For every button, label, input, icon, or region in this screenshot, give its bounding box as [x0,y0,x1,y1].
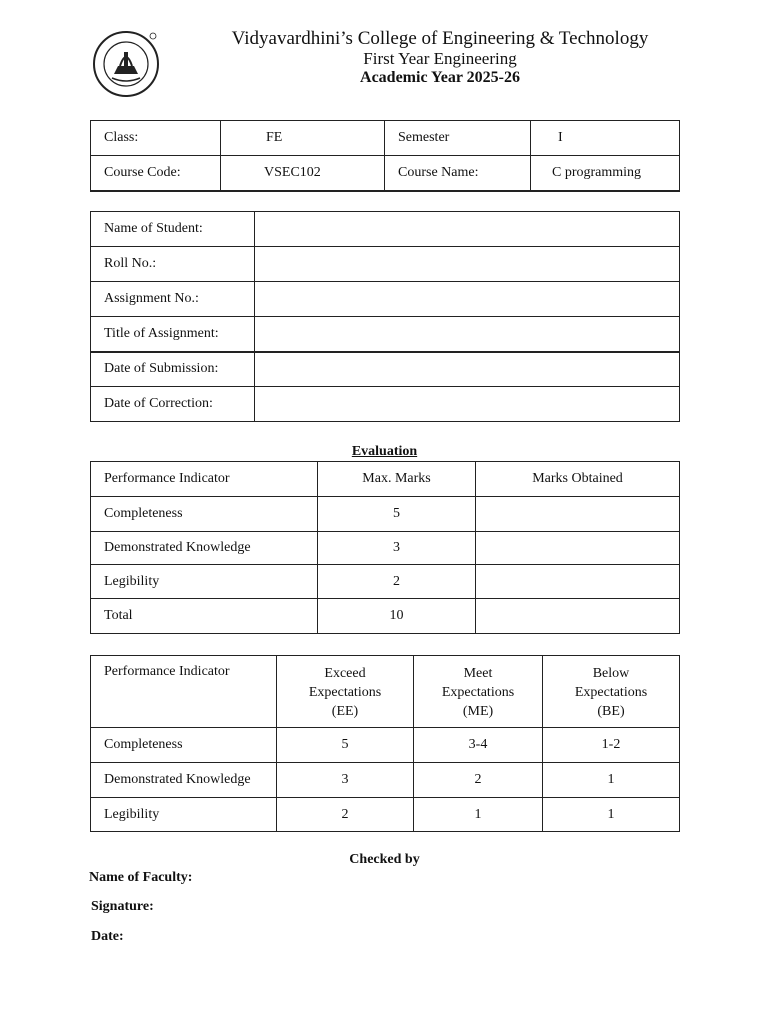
student-name-field[interactable] [255,212,680,247]
rubric-header-me: Meet Expectations (ME) [441,666,515,719]
course-code-label: Course Code: [91,156,221,191]
course-name-label: Course Name: [385,156,531,191]
submission-date-label: Date of Submission: [91,352,255,387]
assignment-no-label: Assignment No.: [91,282,255,317]
table-row [91,763,680,798]
eval-indicator: Completeness [91,497,318,532]
college-logo-icon [92,30,160,98]
rubric-be-value: 1 [543,798,680,832]
course-code-value: VSEC102 [221,156,385,191]
rubric-me-value: 3-4 [414,728,543,763]
table-row [91,599,680,634]
rubric-table [90,655,680,832]
assignment-title-field[interactable] [255,317,680,352]
rubric-ee-value: 2 [277,798,414,832]
student-name-label: Name of Student: [91,212,255,247]
eval-indicator: Total [91,599,318,634]
eval-indicator: Legibility [91,565,318,599]
class-label: Class: [91,121,221,156]
college-name: Vidyavardhini’s College of Engineering & Technology [231,28,649,49]
rubric-be-value: 1 [543,763,680,798]
document-header [200,28,680,87]
table-row [91,497,680,532]
eval-marks-obtained[interactable] [476,565,680,599]
eval-marks-obtained[interactable] [476,599,680,634]
submission-date-field[interactable] [255,352,680,387]
eval-indicator: Demonstrated Knowledge [91,532,318,565]
class-value: FE [221,121,385,156]
student-info-table [90,211,680,422]
eval-max-marks: 2 [318,565,476,599]
rubric-header-indicator: Performance Indicator [91,656,277,728]
eval-header-indicator: Performance Indicator [91,462,318,497]
rubric-indicator: Demonstrated Knowledge [91,763,277,798]
eval-marks-obtained[interactable] [476,532,680,565]
correction-date-label: Date of Correction: [91,387,255,422]
rubric-indicator: Legibility [91,798,277,832]
table-row [91,532,680,565]
roll-no-field[interactable] [255,247,680,282]
rubric-indicator: Completeness [91,728,277,763]
rubric-ee-value: 5 [277,728,414,763]
table-row [91,728,680,763]
eval-max-marks: 3 [318,532,476,565]
eval-marks-obtained[interactable] [476,497,680,532]
table-row [91,798,680,832]
rubric-ee-value: 3 [277,763,414,798]
roll-no-label: Roll No.: [91,247,255,282]
rubric-me-value: 1 [414,798,543,832]
eval-header-obtained: Marks Obtained [476,462,680,497]
table-row [91,565,680,599]
semester-value: I [531,121,680,156]
date-label: Date: [91,929,124,944]
course-name-value: C programming [531,156,680,191]
eval-max-marks: 10 [318,599,476,634]
checked-by-heading: Checked by [349,852,420,867]
rubric-header-ee: Exceed Expectations (EE) [308,666,382,719]
semester-label: Semester [385,121,531,156]
evaluation-table [90,461,680,634]
department-name: First Year Engineering [363,49,517,68]
correction-date-field[interactable] [255,387,680,422]
rubric-me-value: 2 [414,763,543,798]
signature-label: Signature: [91,899,154,914]
faculty-name-label: Name of Faculty: [89,870,193,885]
assignment-no-field[interactable] [255,282,680,317]
academic-year: Academic Year 2025-26 [360,69,520,86]
eval-header-max: Max. Marks [318,462,476,497]
evaluation-heading: Evaluation [351,444,418,459]
assignment-title-label: Title of Assignment: [91,317,255,352]
course-info-table [90,120,680,192]
eval-max-marks: 5 [318,497,476,532]
rubric-be-value: 1-2 [543,728,680,763]
rubric-header-be: Below Expectations (BE) [574,666,648,719]
